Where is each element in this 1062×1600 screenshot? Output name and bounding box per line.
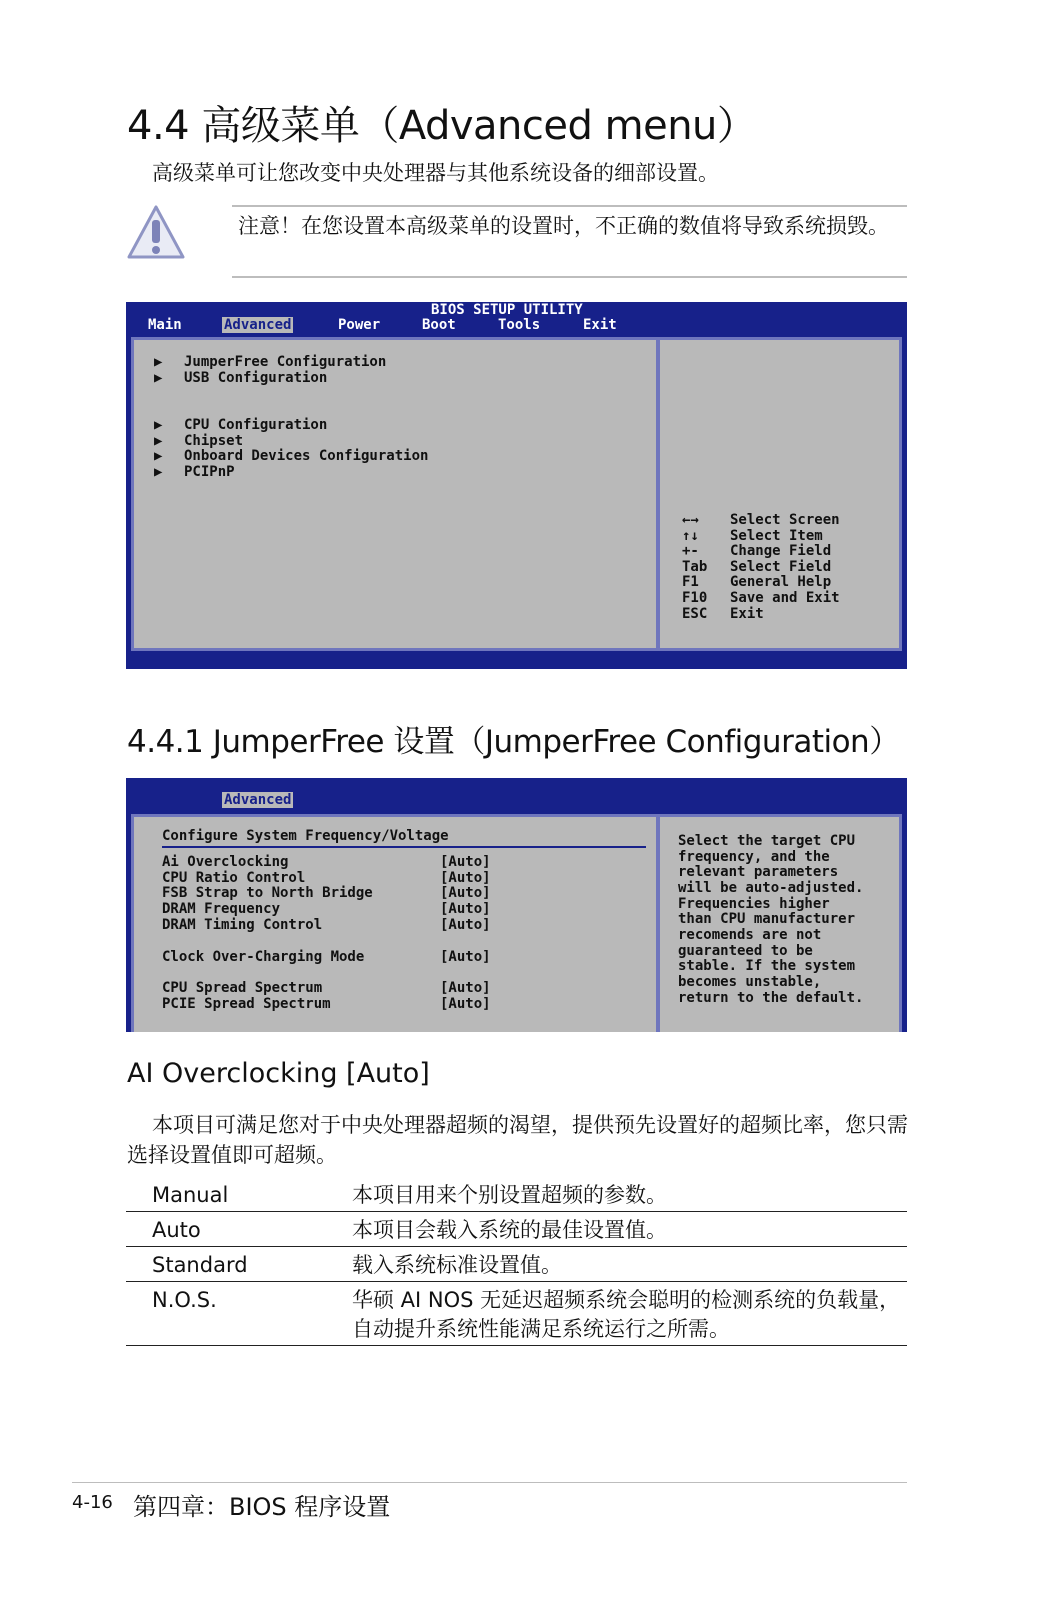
- setting-value[interactable]: [Auto]: [440, 870, 491, 886]
- menu-item-jumperfree[interactable]: JumperFree Configuration: [184, 354, 387, 370]
- option-name: N.O.S.: [152, 1288, 217, 1312]
- setting-cpu-spread-spectrum[interactable]: CPU Spread Spectrum: [162, 980, 323, 996]
- key-label: ESC: [682, 606, 708, 622]
- key-label: F10: [682, 590, 708, 606]
- submenu-arrow-icon: ▶: [154, 433, 163, 449]
- option-name: Manual: [152, 1183, 229, 1207]
- option-desc: 华硕 AI NOS 无延迟超频系统会聪明的检测系统的负载量，自动提升系统性能满足系统运行之所需。: [352, 1288, 901, 1341]
- tab-tools[interactable]: Tools: [498, 317, 541, 333]
- setting-value[interactable]: [Auto]: [440, 917, 491, 933]
- help-text-line: will be auto-adjusted.: [678, 880, 864, 896]
- key-desc: Select Field: [730, 559, 832, 575]
- subsection-title: 4.4.1 JumperFree 设置（JumperFree Configuration）: [127, 724, 900, 760]
- bios-settings-panel: [131, 814, 659, 1032]
- panel-title-underline: [162, 846, 646, 848]
- setting-value[interactable]: [Auto]: [440, 980, 491, 996]
- option-description: 本项目可满足您对于中央处理器超频的渴望，提供预先设置好的超频比率，您只需选择设置值即可超频。: [127, 1113, 908, 1167]
- tab-exit[interactable]: Exit: [583, 317, 617, 333]
- help-text-line: than CPU manufacturer: [678, 911, 856, 927]
- menu-item-onboard-devices[interactable]: Onboard Devices Configuration: [184, 448, 429, 464]
- key-desc: Change Field: [730, 543, 832, 559]
- warning-icon: [126, 203, 186, 261]
- option-title: AI Overclocking [Auto]: [127, 1058, 430, 1089]
- option-name: Auto: [152, 1218, 201, 1242]
- tab-boot[interactable]: Boot: [422, 317, 456, 333]
- options-table: [126, 1177, 907, 1346]
- help-text-line: frequency, and the: [678, 849, 830, 865]
- menu-item-chipset[interactable]: Chipset: [184, 433, 244, 449]
- key-legend-row: [682, 543, 831, 559]
- warning-text: 注意！在您设置本高级菜单的设置时，不正确的数值将导致系统损毁。: [238, 214, 889, 238]
- key-desc: Select Screen: [730, 512, 840, 528]
- submenu-arrow-icon: ▶: [154, 464, 163, 480]
- warning-rule-top: [232, 205, 907, 207]
- key-label: +-: [682, 543, 699, 559]
- key-label: Tab: [682, 559, 708, 575]
- setting-value[interactable]: [Auto]: [440, 854, 491, 870]
- submenu-arrow-icon: ▶: [154, 417, 163, 433]
- setting-clock-over-charging[interactable]: Clock Over-Charging Mode: [162, 949, 365, 965]
- bios-help-panel: [657, 337, 902, 651]
- option-desc: 本项目用来个别设置超频的参数。: [352, 1183, 667, 1207]
- tab-advanced[interactable]: Advanced: [224, 317, 292, 333]
- help-text-line: Select the target CPU: [678, 833, 856, 849]
- key-desc: Select Item: [730, 528, 823, 544]
- tab-main[interactable]: Main: [148, 317, 182, 333]
- help-text-line: becomes unstable,: [678, 974, 822, 990]
- key-legend-row: [682, 559, 831, 575]
- warning-rule-bottom: [232, 276, 907, 278]
- menu-item-pcipnp[interactable]: PCIPnP: [184, 464, 235, 480]
- setting-pcie-spread-spectrum[interactable]: PCIE Spread Spectrum: [162, 996, 331, 1012]
- bios-advanced-menu-screen: [126, 302, 907, 669]
- key-legend-row: [682, 590, 840, 606]
- setting-dram-frequency[interactable]: DRAM Frequency: [162, 901, 281, 917]
- setting-fsb-strap[interactable]: FSB Strap to North Bridge: [162, 885, 373, 901]
- key-desc: Exit: [730, 606, 764, 622]
- footer-rule: [72, 1482, 907, 1483]
- key-legend-row: [682, 512, 840, 528]
- bios-menu-panel: [131, 337, 659, 651]
- bios-help-panel: [657, 814, 902, 1032]
- option-desc: 载入系统标准设置值。: [352, 1253, 562, 1277]
- setting-cpu-ratio[interactable]: CPU Ratio Control: [162, 870, 306, 886]
- tab-advanced[interactable]: Advanced: [224, 792, 292, 808]
- key-label: F1: [682, 574, 699, 590]
- setting-dram-timing[interactable]: DRAM Timing Control: [162, 917, 323, 933]
- setting-value[interactable]: [Auto]: [440, 901, 491, 917]
- help-text-line: stable. If the system: [678, 958, 856, 974]
- help-text-line: relevant parameters: [678, 864, 839, 880]
- tab-power[interactable]: Power: [338, 317, 381, 333]
- submenu-arrow-icon: ▶: [154, 370, 163, 386]
- help-text-line: guaranteed to be: [678, 943, 813, 959]
- chapter-title: 第四章：BIOS 程序设置: [133, 1493, 391, 1521]
- help-text-line: recomends are not: [678, 927, 822, 943]
- table-row: [126, 1247, 907, 1282]
- option-name: Standard: [152, 1253, 248, 1277]
- setting-value[interactable]: [Auto]: [440, 996, 491, 1012]
- menu-item-cpu[interactable]: CPU Configuration: [184, 417, 328, 433]
- key-desc: Save and Exit: [730, 590, 840, 606]
- help-text-line: Frequencies higher: [678, 896, 830, 912]
- key-legend-row: [682, 606, 764, 622]
- bios-title: BIOS SETUP UTILITY: [431, 302, 583, 318]
- table-row: [126, 1177, 907, 1212]
- setting-ai-overclocking[interactable]: Ai Overclocking: [162, 854, 289, 870]
- key-label: ←→: [682, 512, 699, 528]
- table-row: [126, 1212, 907, 1247]
- bios-jumperfree-screen: [126, 778, 907, 1032]
- submenu-arrow-icon: ▶: [154, 354, 163, 370]
- key-legend-row: [682, 574, 831, 590]
- setting-value[interactable]: [Auto]: [440, 949, 491, 965]
- section-title: 4.4 高级菜单（Advanced menu）: [127, 103, 757, 149]
- page-number: 4-16: [72, 1492, 113, 1513]
- submenu-arrow-icon: ▶: [154, 448, 163, 464]
- panel-title: Configure System Frequency/Voltage: [162, 828, 449, 844]
- setting-value[interactable]: [Auto]: [440, 885, 491, 901]
- key-desc: General Help: [730, 574, 832, 590]
- menu-item-usb[interactable]: USB Configuration: [184, 370, 328, 386]
- table-row: [126, 1282, 907, 1346]
- help-text-line: return to the default.: [678, 990, 864, 1006]
- key-legend-row: [682, 528, 823, 544]
- option-desc: 本项目会载入系统的最佳设置值。: [352, 1218, 667, 1242]
- key-label: ↑↓: [682, 528, 699, 544]
- section-intro: 高级菜单可让您改变中央处理器与其他系统设备的细部设置。: [152, 161, 719, 185]
